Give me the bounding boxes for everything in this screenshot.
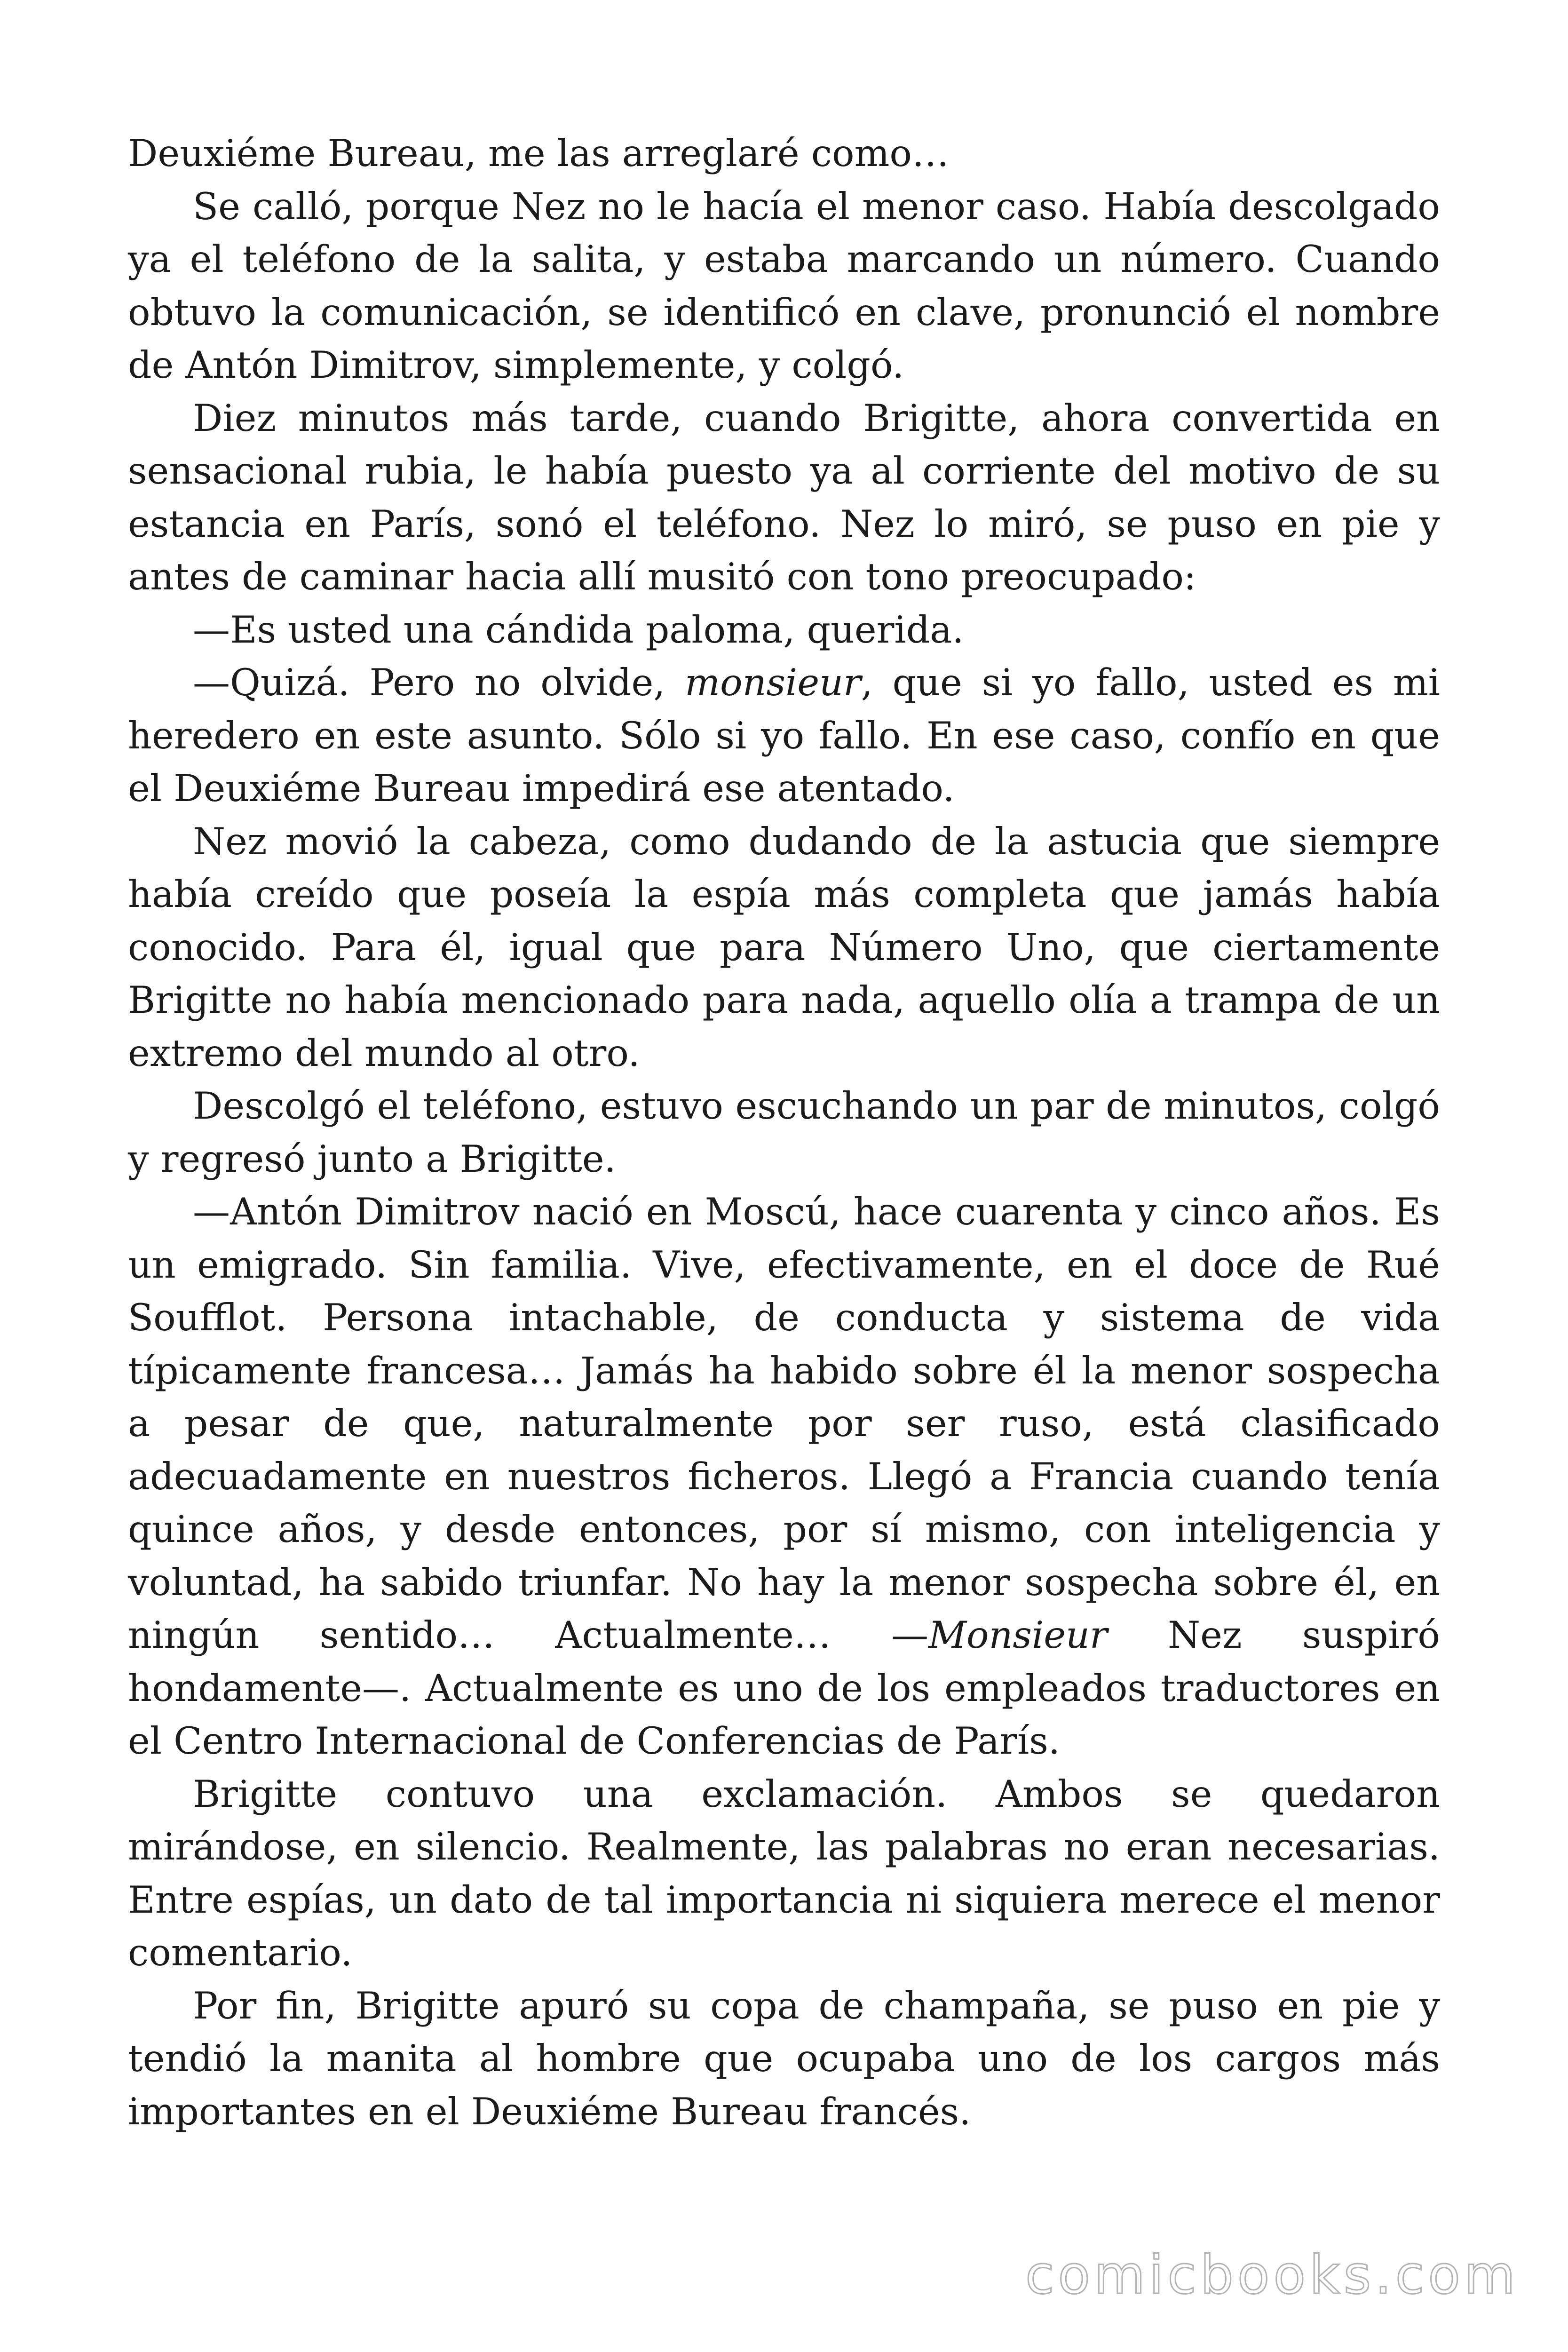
paragraph: [128, 1768, 1440, 1979]
text-run: —Antón Dimitrov nació en Moscú, hace cuarenta y cinco años. Es un emigrado. Sin familia. Vive, efectivamente, en el doce de Rué Soufflot. Persona intachable, de conducta y sistema de vida típicamente francesa… Jamás ha habido sobre él la menor sospecha a pesar de que, naturalmente por ser ruso, está clasificado adecuadamente en nuestros ficheros. Llegó a Francia cuando tenía quince años, y desde entonces, por sí mismo, con inteligencia y voluntad, ha sabido triunfar. No hay la menor sospecha sobre él, en ningún sentido… Actualmente… —: [128, 1190, 1440, 1657]
paragraph: [128, 392, 1440, 604]
paragraph: [128, 1979, 1440, 2138]
text-run: Brigitte contuvo una exclamación. Ambos se quedaron mirándose, en silencio. Realmente, las palabras no eran necesarias. Entre espías, un dato de tal importancia ni siquiera merece el menor comentario.: [128, 1772, 1440, 1974]
paragraph: [128, 656, 1440, 815]
watermark-logo: comicbooks.com: [1025, 2245, 1519, 2306]
text-run: —Quizá. Pero no olvide,: [193, 661, 685, 704]
paragraph: [128, 127, 1440, 180]
text-run: Por fin, Brigitte apuró su copa de champaña, se puso en pie y tendió la manita al hombre que ocupaba uno de los cargos más importantes en el Deuxiéme Bureau francés.: [128, 1984, 1440, 2133]
text-run: Deuxiéme Bureau, me las arreglaré como…: [128, 132, 949, 175]
paragraph: [128, 180, 1440, 392]
book-page: [128, 127, 1440, 2138]
text-run: Nez suspiró hondamente—. Actualmente es uno de los empleados traductores en el Centro Internacional de Conferencias de París.: [128, 1613, 1440, 1763]
paragraph: [128, 604, 1440, 657]
text-run: —Es usted una cándida paloma, querida.: [193, 608, 964, 652]
text-run: Se calló, porque Nez no le hacía el menor caso. Había descolgado ya el teléfono de la salita, y estaba marcando un número. Cuando obtuvo la comunicación, se identificó en clave, pronunció el nombre de Antón Dimitrov, simplemente, y colgó.: [128, 184, 1440, 387]
text-run: Diez minutos más tarde, cuando Brigitte, ahora convertida en sensacional rubia, le había puesto ya al corriente del motivo de su estancia en París, sonó el teléfono. Nez lo miró, se puso en pie y antes de caminar hacia allí musitó con tono preocupado:: [128, 396, 1440, 598]
italic-text: monsieur: [685, 661, 861, 704]
text-run: Nez movió la cabeza, como dudando de la astucia que siempre había creído que poseía la espía más completa que jamás había conocido. Para él, igual que para Número Uno, que ciertamente Brigitte no había mencionado para nada, aquello olía a trampa de un extremo del mundo al otro.: [128, 819, 1440, 1075]
text-run: , que si yo fallo, usted es mi heredero en este asunto. Sólo si yo fallo. En ese caso, confío en que el Deuxiéme Bureau impedirá ese atentado.: [128, 661, 1440, 810]
text-run: Descolgó el teléfono, estuvo escuchando un par de minutos, colgó y regresó junto a Brigitte.: [128, 1084, 1440, 1181]
paragraph: [128, 1185, 1440, 1768]
italic-text: Monsieur: [928, 1613, 1108, 1657]
paragraph: [128, 1080, 1440, 1185]
paragraph: [128, 815, 1440, 1080]
